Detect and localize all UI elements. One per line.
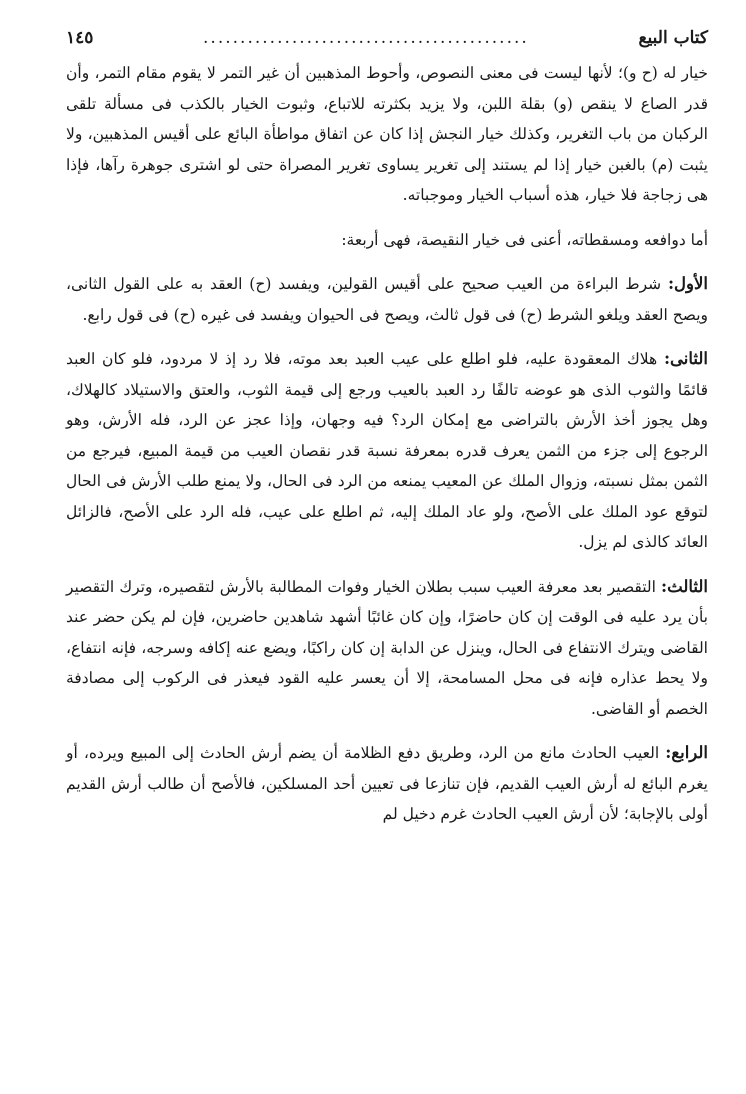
paragraph-continuation [66, 58, 708, 211]
book-title: كتاب البيع [638, 28, 708, 48]
paragraph-text: خيار له (ح و)؛ لأنها ليست فى معنى النصوص، وأحوط المذهبين أن غير التمر لا يقوم مقام التمر، وأن قدر الصاع لا ينقص (و) بقلة اللبن، ولا يزيد بكثرته للاتباع، وثبوت الخيار بالكذب فى مسألة تلقى الركبان من باب التغرير، وكذلك خيار النجش إذا كان عن اتفاق مواطأة البائع على أقيس المذهبين، ولا يثبت (م) بالغبن خيار إذا لم يستند إلى تغرير يساوى تغرير المصراة حتى لو اشترى جوهرة رآها، فإذا هى زجاجة فلا خيار، هذه أسباب الخيار وموجباته. [66, 64, 708, 204]
paragraph-fourth [66, 738, 708, 830]
paragraph-second [66, 344, 708, 558]
book-page [66, 28, 708, 830]
paragraph-text: شرط البراءة من العيب صحيح على أقيس القولين، ويفسد (ح) العقد به على القول الثانى، ويصح العقد ويلغو الشرط (ح) فى قول ثالث، ويصح فى الحيوان ويفسد فى غيره (ح) فى قول رابع. [66, 275, 708, 324]
leader-dots: ............................................ [203, 28, 529, 48]
page-number: ١٤٥ [66, 28, 94, 48]
paragraph-intro [66, 225, 708, 256]
section-lead: الأول: [667, 274, 708, 293]
section-lead: الثالث: [661, 576, 708, 596]
paragraph-third [66, 572, 708, 725]
running-header [66, 28, 708, 58]
paragraph-text: التقصير بعد معرفة العيب سبب بطلان الخيار وفوات المطالبة بالأرش لتقصيره، وترك التقصير بأن يرد عليه فى الوقت إن كان حاضرًا، وإن كان غائبًا أشهد شاهدين حاضرين، فإن لم يكن حضر عند القاضى ويترك الانتفاع فى الحال، وينزل عن الدابة إن كان راكبًا، ويضع عنه إكافه وسرجه، فإنه انتفاع، ولا يحط عذاره فإنه فى محل المسامحة، إلا أن يعسر عليه القود فيعذر فى الركوب إلى مصادفة الخصم أو القاضى. [66, 577, 708, 718]
paragraph-first [66, 269, 708, 330]
paragraph-text: أما دوافعه ومسقطاته، أعنى فى خيار النقيصة، فهى أربعة: [341, 230, 708, 249]
section-lead: الثانى: [663, 349, 708, 368]
paragraph-text: العيب الحادث مانع من الرد، وطريق دفع الظلامة أن يضم أرش الحادث إلى المبيع ويرده، أو يغرم البائع له أرش العيب القديم، فإن تنازعا فى تعيين أحد المسلكين، فالأصح أن طالب أرش القديم أولى بالإجابة؛ لأن أرش العيب الحادث غرم دخيل لم [66, 744, 708, 823]
section-lead: الرابع: [665, 743, 708, 762]
paragraph-text: هلاك المعقودة عليه، فلو اطلع على عيب العبد بعد موته، فلا رد إذ لا مردود، فلو كان العبد قائمًا والثوب الذى هو عوضه تالفًا رد العبد بالعيب ورجع إلى قيمة الثوب، والعتق والاستيلاد كالهلاك، وهل يجوز أخذ الأرش بالتراضى مع إمكان الرد؟ فيه وجهان، وإذا عجز عن الرد، فله الأرش، وهو الرجوع إلى جزء من الثمن يعرف قدره بمعرفة نسبة قدر نقصان العيب من قيمة المبيع، فيرجع من الثمن بمثل نسبته، وزوال الملك عن المعيب يمنعه من الرد فى الحال، ولا يمنع طلب الأرش فى الحال لتوقع عود الملك على الأصح، ولو عاد الملك إليه، ثم اطلع على عيب، فله الرد على الأصح، فالزائل العائد كالذى لم يزل. [66, 350, 708, 551]
